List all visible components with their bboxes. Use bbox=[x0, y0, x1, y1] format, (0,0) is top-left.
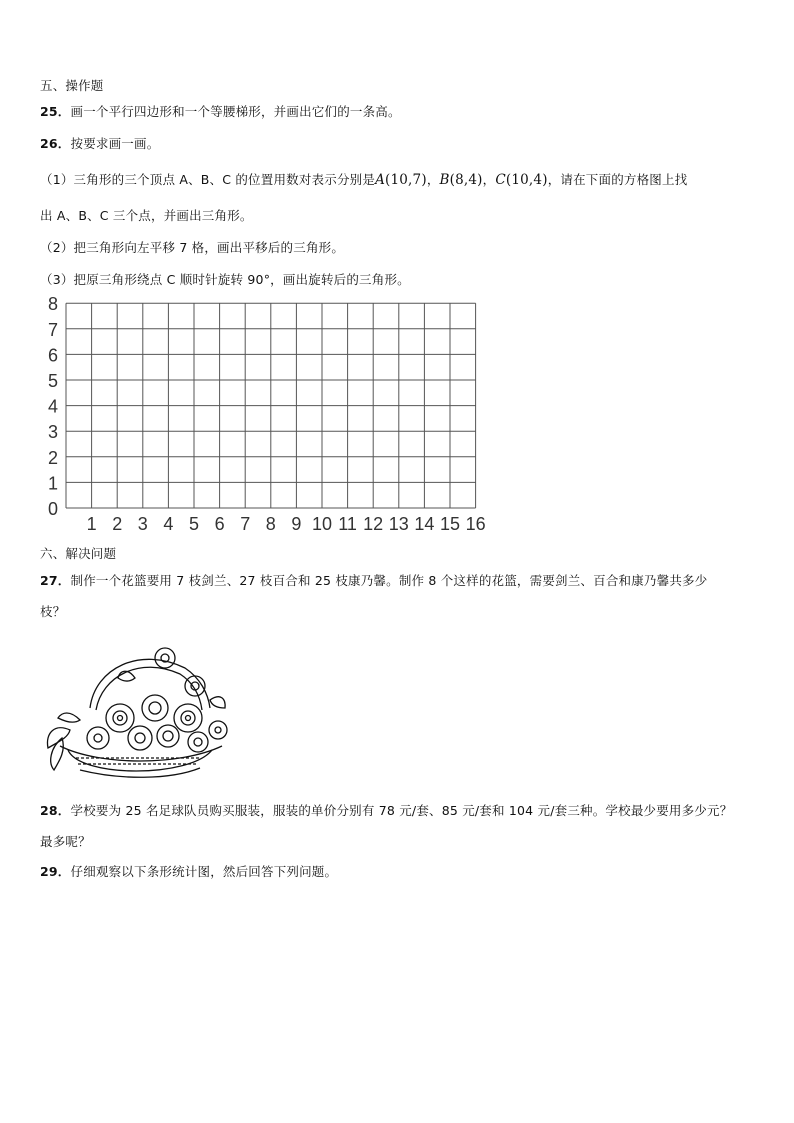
question-27-cont: 枝？ bbox=[40, 604, 66, 619]
question-text: 学校要为 25 名足球队员购买服装，服装的单价分别有 78 元/套、85 元/套和 104 元/套三种。学校最少要用多少元？ bbox=[70, 803, 733, 818]
point-c-coord: (10,4) bbox=[505, 172, 548, 188]
point-c-label: C bbox=[495, 172, 506, 188]
point-b-coord: (8,4) bbox=[449, 172, 483, 188]
question-text: 仔细观察以下条形统计图，然后回答下列问题。 bbox=[70, 864, 338, 879]
x-tick-label: 5 bbox=[188, 514, 200, 534]
question-number: 25． bbox=[40, 104, 71, 119]
x-tick-label: 13 bbox=[388, 514, 409, 534]
question-28 bbox=[40, 803, 732, 819]
separator: ， bbox=[426, 172, 440, 187]
flower-basket-image bbox=[40, 638, 230, 783]
section-heading-6: 六、解决问题 bbox=[40, 546, 117, 561]
point-a-label: A bbox=[375, 172, 386, 188]
question-number: 26． bbox=[40, 136, 71, 151]
x-tick-label: 14 bbox=[414, 514, 435, 534]
y-tick-label: 8 bbox=[47, 296, 58, 315]
y-tick-label: 3 bbox=[47, 422, 58, 443]
question-number: 29． bbox=[40, 864, 71, 879]
x-tick-label: 2 bbox=[112, 514, 123, 534]
x-tick-label: 11 bbox=[338, 514, 357, 534]
question-text: 按要求画一画。 bbox=[70, 136, 160, 151]
question-26-part-1-cont: 出 A、B、C 三个点，并画出三角形。 bbox=[40, 208, 253, 223]
y-tick-label: 5 bbox=[47, 371, 58, 391]
question-26-part-3: （3）把原三角形绕点 C 顺时针旋转 90°，画出旋转后的三角形。 bbox=[40, 272, 410, 287]
part-1-text-cont: ，请在下面的方格图上找 bbox=[547, 172, 688, 187]
question-27 bbox=[40, 573, 707, 589]
x-tick-label: 1 bbox=[86, 514, 97, 534]
y-tick-label: 2 bbox=[47, 447, 58, 468]
question-number: 28． bbox=[40, 803, 71, 818]
question-text: 画一个平行四边形和一个等腰梯形，并画出它们的一条高。 bbox=[70, 104, 401, 119]
question-29 bbox=[40, 864, 337, 880]
x-tick-label: 7 bbox=[240, 514, 251, 534]
x-tick-label: 6 bbox=[214, 514, 225, 534]
x-tick-label: 8 bbox=[265, 514, 276, 534]
question-26-part-2: （2）把三角形向左平移 7 格，画出平移后的三角形。 bbox=[40, 240, 345, 255]
x-tick-label: 9 bbox=[291, 514, 302, 534]
question-26 bbox=[40, 136, 159, 152]
question-25 bbox=[40, 104, 401, 120]
y-tick-label: 0 bbox=[47, 499, 58, 519]
part-1-text: （1）三角形的三个顶点 A、B、C 的位置用数对表示分别是 bbox=[40, 172, 376, 187]
x-tick-label: 4 bbox=[163, 514, 174, 534]
y-tick-label: 7 bbox=[47, 319, 58, 340]
section-heading-5: 五、操作题 bbox=[40, 78, 104, 93]
y-tick-label: 4 bbox=[47, 396, 58, 417]
y-tick-label: 1 bbox=[47, 473, 58, 494]
x-tick-label: 10 bbox=[311, 514, 333, 534]
question-text: 制作一个花篮要用 7 枝剑兰、27 枝百合和 25 枝康乃馨。制作 8 个这样的花篮，需要剑兰、百合和康乃馨共多少 bbox=[70, 573, 708, 588]
x-tick-label: 15 bbox=[439, 514, 461, 534]
question-28-cont: 最多呢？ bbox=[40, 834, 91, 849]
x-tick-label: 3 bbox=[137, 514, 148, 534]
separator: ， bbox=[482, 172, 496, 187]
question-26-part-1 bbox=[40, 172, 687, 188]
x-tick-label: 16 bbox=[465, 514, 486, 534]
point-b-label: B bbox=[439, 172, 450, 188]
coordinate-grid bbox=[40, 296, 490, 536]
question-number: 27． bbox=[40, 573, 71, 588]
x-tick-label: 12 bbox=[363, 514, 384, 534]
point-a-coord: (10,7) bbox=[385, 172, 427, 188]
y-tick-label: 6 bbox=[47, 345, 58, 366]
